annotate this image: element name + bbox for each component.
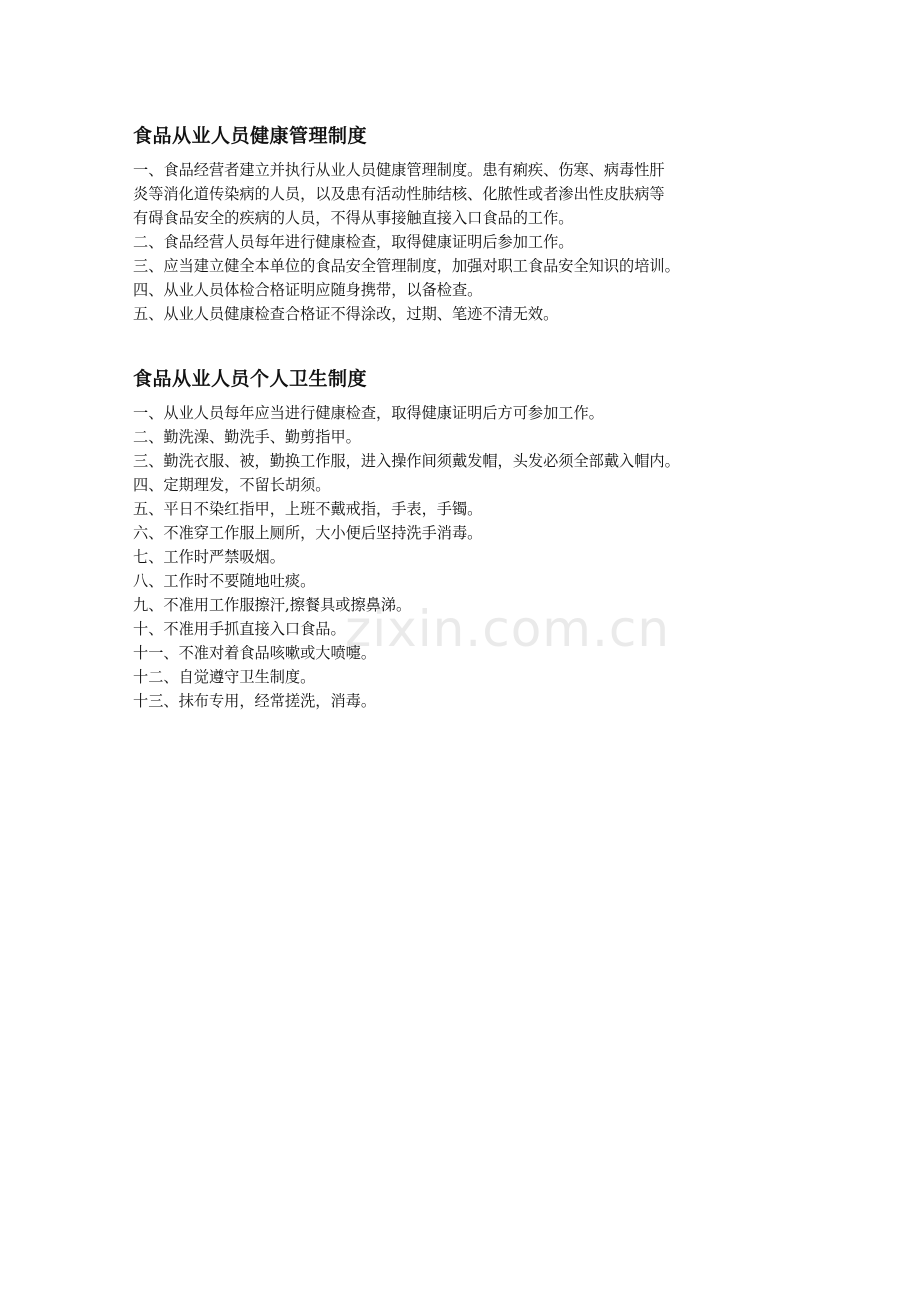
paragraph-line: 一、食品经营者建立并执行从业人员健康管理制度。患有痢疾、伤寒、病毒性肝	[133, 161, 665, 179]
paragraph-line: 二、食品经营人员每年进行健康检查，取得健康证明后参加工作。	[133, 233, 574, 251]
paragraph-line: 有碍食品安全的疾病的人员，不得从事接触直接入口食品的工作。	[133, 209, 574, 227]
section-title: 食品从业人员个人卫生制度	[133, 368, 368, 390]
rule-line: 十三、抹布专用，经常搓洗，消毒。	[133, 692, 376, 710]
paragraph-line: 四、从业人员体检合格证明应随身携带，以备检查。	[133, 281, 483, 299]
rule-line: 八、工作时不要随地吐痰。	[133, 572, 316, 590]
personal-hygiene-section	[133, 365, 803, 713]
rule-line: 十一、不准对着食品咳嗽或大喷嚏。	[133, 644, 376, 662]
paragraph-line: 五、从业人员健康检查合格证不得涂改，过期、笔迹不清无效。	[133, 305, 559, 323]
rule-line: 九、不准用工作服擦汗,擦餐具或擦鼻涕。	[133, 596, 412, 614]
health-management-section	[133, 122, 803, 326]
rule-line: 十、不准用手抓直接入口食品。	[133, 620, 346, 638]
section-title: 食品从业人员健康管理制度	[133, 125, 368, 147]
rule-line: 六、不准穿工作服上厕所，大小便后坚持洗手消毒。	[133, 524, 483, 542]
rule-line: 二、勤洗澡、勤洗手、勤剪指甲。	[133, 428, 361, 446]
rule-line: 七、工作时严禁吸烟。	[133, 548, 285, 566]
rule-line: 五、平日不染红指甲，上班不戴戒指，手表，手镯。	[133, 500, 483, 518]
rule-line: 四、定期理发，不留长胡须。	[133, 476, 331, 494]
paragraph-line: 炎等消化道传染病的人员，以及患有活动性肺结核、化脓性或者渗出性皮肤病等	[133, 185, 665, 203]
rule-line: 一、从业人员每年应当进行健康检查，取得健康证明后方可参加工作。	[133, 404, 604, 422]
paragraph-line: 三、应当建立健全本单位的食品安全管理制度，加强对职工食品安全知识的培训。	[133, 257, 680, 275]
rule-line: 三、勤洗衣服、被，勤换工作服，进入操作间须戴发帽，头发必须全部戴入帽内。	[133, 452, 680, 470]
watermark: zixin.com.cn	[345, 600, 671, 658]
rule-line: 十二、自觉遵守卫生制度。	[133, 668, 316, 686]
